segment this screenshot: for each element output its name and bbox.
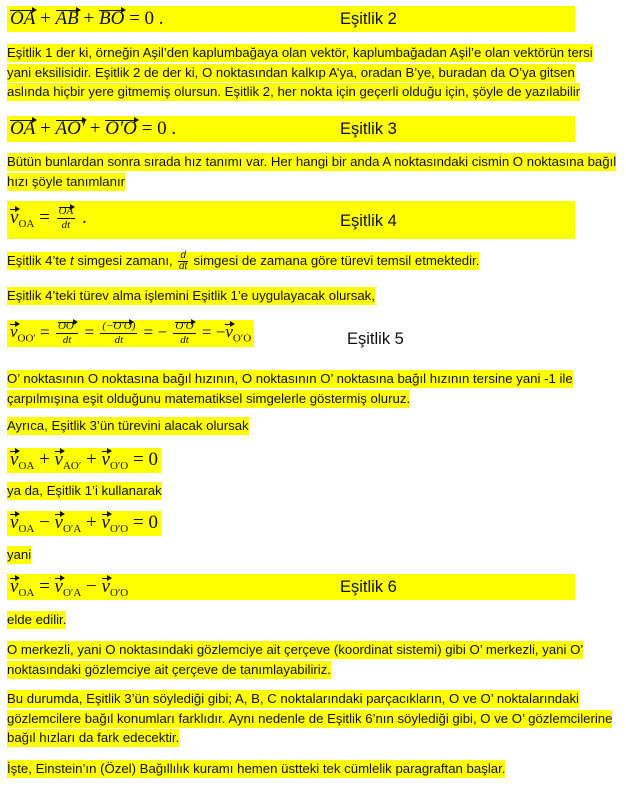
- equation-6-math: $v_{OA} = v_{O'A} - v_{O'O}$: [10, 576, 129, 599]
- paragraph-6: Ayrıca, Eşitlik 3’ün türevini alacak olursak: [7, 418, 249, 433]
- equation-3-math: OA + AO′ + O′O = 0 .: [10, 118, 177, 139]
- paragraph-8: yani: [7, 547, 32, 562]
- paragraph-12: İşte, Einstein’ın (Özel) Bağıllılık kuramı hemen üstteki tek cümlelik paragraftan başlar.: [7, 761, 506, 776]
- equation-4: [7, 201, 575, 239]
- paragraph-5: O’ noktasının O noktasına bağıl hızının, O noktasının O’ noktasına bağıl hızının tersine yani -1 ile çarpılmışına eşit olduğunu matematiksel simgelerle göstermiş oluruz.: [7, 371, 573, 406]
- paragraph-2: Bütün bunlardan sonra sırada hız tanımı var. Her hangi bir anda A noktasındaki cismin O noktasına bağıl hızı şöyle tanımlanır: [7, 154, 617, 189]
- equation-2-label: Eşitlik 2: [340, 10, 397, 28]
- equation-5-math: $v_{OO'}$ = $\frac{OO'}{dt}$ = $\frac{(-O'O)}{dt}$ = − $\frac{O'O}{dt}$ = $-v_{O'O}$: [7, 320, 254, 347]
- paragraph-11: Bu durumda, Eşitlik 3’ün söylediği gibi; A, B, C noktalarındaki parçacıkların, O ve O’ noktalarındaki gözlemcilere bağıl konumları farklıdır. Aynı nedenle de Eşitlik 6’nın söylediği gibi, O ve O’ gözlemcilerine bağıl hızları da fark edecektir.: [7, 691, 613, 745]
- equation-6: [7, 574, 575, 600]
- equation-using-1: $v_{OA} - v_{O'A} + v_{O'O} = 0$: [7, 511, 161, 536]
- equation-derivative-3: $v_{OA} + v_{AO'} + v_{O'O} = 0$: [7, 448, 161, 473]
- equation-6-label: Eşitlik 6: [340, 578, 397, 596]
- equation-5: [7, 318, 626, 358]
- paragraph-9: elde edilir.: [7, 612, 67, 627]
- equation-5-label: Eşitlik 5: [347, 330, 404, 348]
- paragraph-4: Eşitlik 4’teki türev alma işlemini Eşitlik 1’e uygulayacak olursak,: [7, 288, 375, 303]
- paragraph-1: Eşitlik 1 der ki, örneğin Aşil’den kaplumbağaya olan vektör, kaplumbağadan Aşil’e olan vektörün tersi yani eksilisidir. Eşitlik 2 de der ki, O noktasından kalkıp A’ya, oradan B’ye, buradan da O’ya gitsen aslında hiçbir yere gitmemiş olursun. Eşitlik 2, her nokta için geçerli olduğu için, şöyle de yazılabilir: [7, 45, 593, 99]
- equation-2-math: OA + AB + BO = 0 .: [10, 8, 164, 29]
- paragraph-7: ya da, Eşitlik 1’i kullanarak: [7, 483, 162, 498]
- equation-3: [7, 116, 575, 142]
- equation-3-label: Eşitlik 3: [340, 120, 397, 138]
- equation-4-math: $v_{OA}$ = $\frac{OA}{dt}$ .: [10, 205, 87, 231]
- paragraph-10: O merkezli, yani O noktasındaki gözlemciye ait çerçeve (koordinat sistemi) gibi O’ merkezli, yani O’ noktasındaki gözlemciye ait çerçeve de tanımlayabiliriz.: [7, 642, 584, 677]
- equation-4-label: Eşitlik 4: [340, 212, 397, 230]
- equation-2: [7, 6, 575, 32]
- paragraph-3: Eşitlik 4’te t simgesi zamanı, $\frac{d}{dt}$ simgesi de zamana göre türevi temsil etmektedir.: [7, 250, 480, 273]
